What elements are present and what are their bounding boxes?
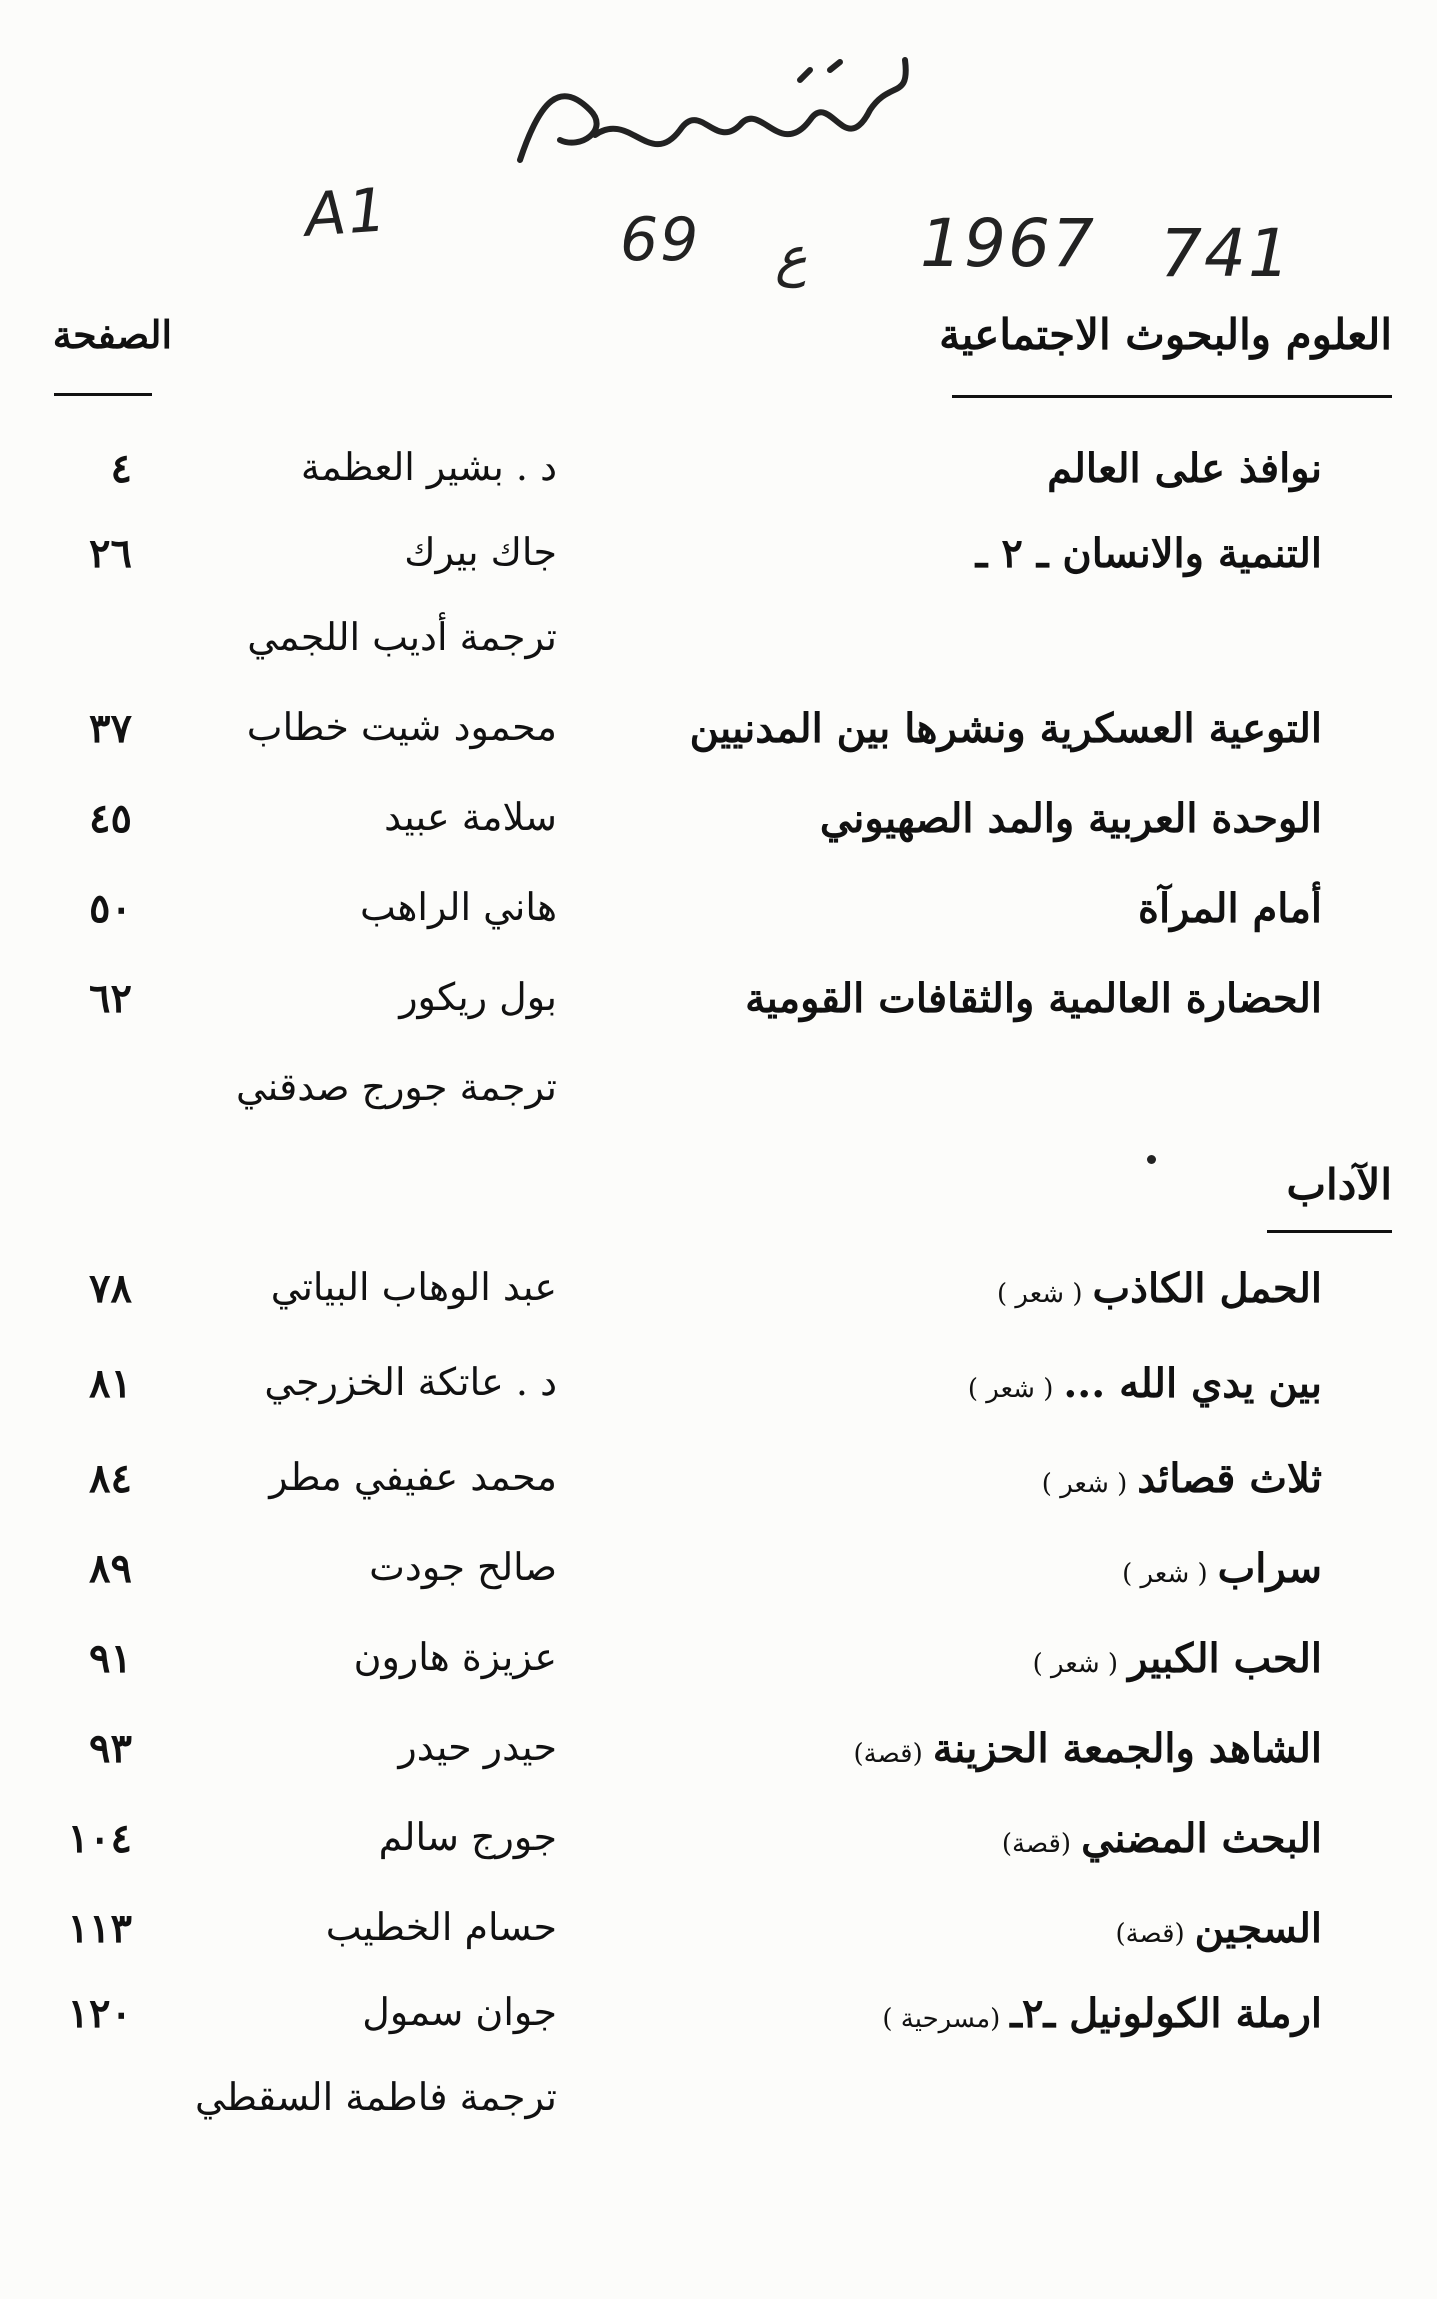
entry-page: ٧٨ bbox=[89, 1265, 132, 1312]
list-item bbox=[0, 705, 1437, 777]
entry-translator: ترجمة جورج صدقني bbox=[235, 1065, 557, 1109]
entry-title: الحمل الكاذب( شعر ) bbox=[996, 1265, 1322, 1312]
entry-genre: ( شعر ) bbox=[996, 1279, 1083, 1309]
entry-title: التنمية والانسان ـ ٢ ـ bbox=[975, 530, 1322, 577]
list-item bbox=[0, 885, 1437, 957]
entry-page: ٩٣ bbox=[89, 1725, 132, 1772]
entry-page: ٨٤ bbox=[89, 1455, 132, 1502]
entry-author: بول ريكور bbox=[399, 975, 557, 1019]
section-title-social-sciences: العلوم والبحوث الاجتماعية bbox=[939, 310, 1392, 359]
entry-author: عبد الوهاب البياتي bbox=[270, 1265, 557, 1309]
entry-title: الشاهد والجمعة الحزينة(قصة) bbox=[853, 1725, 1322, 1772]
entry-title: نوافذ على العالم bbox=[1047, 445, 1322, 492]
list-item bbox=[0, 530, 1437, 602]
entry-author: صالح جودت bbox=[369, 1545, 557, 1589]
list-item bbox=[0, 445, 1437, 517]
section-title-underline bbox=[952, 395, 1392, 398]
handwritten-code-a1: A1 bbox=[302, 175, 391, 251]
entry-title: سراب( شعر ) bbox=[1122, 1545, 1322, 1592]
page-column-label: الصفحة bbox=[52, 312, 172, 357]
entry-title: ارملة الكولونيل ـ٢ـ(مسرحية ) bbox=[882, 1990, 1322, 2037]
entry-translator: ترجمة فاطمة السقطي bbox=[195, 2075, 557, 2119]
list-item bbox=[0, 2075, 1437, 2147]
list-item bbox=[0, 975, 1437, 1047]
list-item bbox=[0, 1545, 1437, 1617]
handwritten-code-69: 69 bbox=[620, 205, 701, 275]
list-item bbox=[0, 1905, 1437, 1977]
entry-title: ثلاث قصائد( شعر ) bbox=[1041, 1455, 1322, 1502]
ink-dot bbox=[1147, 1155, 1156, 1164]
entry-title: الوحدة العربية والمد الصهيوني bbox=[819, 795, 1322, 842]
page-column-underline bbox=[54, 393, 152, 396]
entry-genre: ( شعر ) bbox=[1041, 1469, 1128, 1499]
entry-genre: ( شعر ) bbox=[1122, 1559, 1208, 1589]
entry-author: هاني الراهب bbox=[360, 885, 557, 929]
list-item bbox=[0, 1360, 1437, 1432]
entry-page: ٢٦ bbox=[89, 530, 132, 577]
entry-title: التوعية العسكرية ونشرها بين المدنيين bbox=[689, 705, 1322, 752]
entry-author: د . عاتكة الخزرجي bbox=[264, 1360, 557, 1404]
entry-title: الحضارة العالمية والثقافات القومية bbox=[745, 975, 1322, 1022]
entry-page: ٨٩ bbox=[89, 1545, 132, 1592]
entry-page: ١٠٤ bbox=[67, 1815, 132, 1862]
entry-title: بين يدي الله ...( شعر ) bbox=[967, 1360, 1322, 1407]
entry-page: ٦٢ bbox=[89, 975, 132, 1022]
entry-author: جاك بيرك bbox=[404, 530, 557, 574]
entry-title: السجين(قصة) bbox=[1115, 1905, 1322, 1952]
list-item bbox=[0, 795, 1437, 867]
entry-genre: (مسرحية ) bbox=[882, 2004, 1001, 2034]
handwritten-code-ain: ع bbox=[775, 225, 808, 288]
entry-author: حسام الخطيب bbox=[325, 1905, 557, 1949]
entry-title: أمام المرآة bbox=[1138, 885, 1322, 932]
entry-page: ٤ bbox=[110, 445, 132, 492]
handwritten-title bbox=[500, 40, 930, 200]
entry-author: جوان سمول bbox=[362, 1990, 557, 2034]
entry-genre: (قصة) bbox=[853, 1739, 923, 1769]
entry-title: الحب الكبير( شعر ) bbox=[1032, 1635, 1322, 1682]
entry-author: محمود شيت خطاب bbox=[246, 705, 557, 749]
entry-page: ٤٥ bbox=[89, 795, 132, 842]
list-item bbox=[0, 1815, 1437, 1887]
entry-author: عزيزة هارون bbox=[353, 1635, 557, 1679]
entry-author: جورج سالم bbox=[378, 1815, 557, 1859]
entry-page: ٩١ bbox=[89, 1635, 132, 1682]
list-item bbox=[0, 1265, 1437, 1337]
section-title-underline bbox=[1267, 1230, 1392, 1233]
entry-genre: ( شعر ) bbox=[1032, 1649, 1119, 1679]
list-item bbox=[0, 1990, 1437, 2062]
entry-page: ٣٧ bbox=[89, 705, 132, 752]
entry-page: ٥٠ bbox=[89, 885, 132, 932]
entry-author: حيدر حيدر bbox=[398, 1725, 557, 1769]
entry-author: محمد عفيفي مطر bbox=[269, 1455, 557, 1499]
entry-page: ١١٣ bbox=[67, 1905, 132, 1952]
entry-genre: ( شعر ) bbox=[967, 1374, 1054, 1404]
handwritten-number: 741 bbox=[1160, 215, 1292, 292]
entry-genre: (قصة) bbox=[1115, 1919, 1185, 1949]
entry-page: ٨١ bbox=[89, 1360, 132, 1407]
entry-page: ١٢٠ bbox=[67, 1990, 132, 2037]
list-item bbox=[0, 1065, 1437, 1137]
entry-author: سلامة عبيد bbox=[384, 795, 557, 839]
entry-genre: (قصة) bbox=[1001, 1829, 1072, 1859]
entry-author: د . بشير العظمة bbox=[300, 445, 557, 489]
entry-title: البحث المضني(قصة) bbox=[1001, 1815, 1322, 1862]
section-title-literature: الآداب bbox=[1286, 1160, 1392, 1209]
list-item bbox=[0, 615, 1437, 687]
list-item bbox=[0, 1725, 1437, 1797]
list-item bbox=[0, 1635, 1437, 1707]
handwritten-year: 1967 bbox=[920, 205, 1096, 282]
entry-translator: ترجمة أديب اللجمي bbox=[247, 615, 557, 659]
list-item bbox=[0, 1455, 1437, 1527]
